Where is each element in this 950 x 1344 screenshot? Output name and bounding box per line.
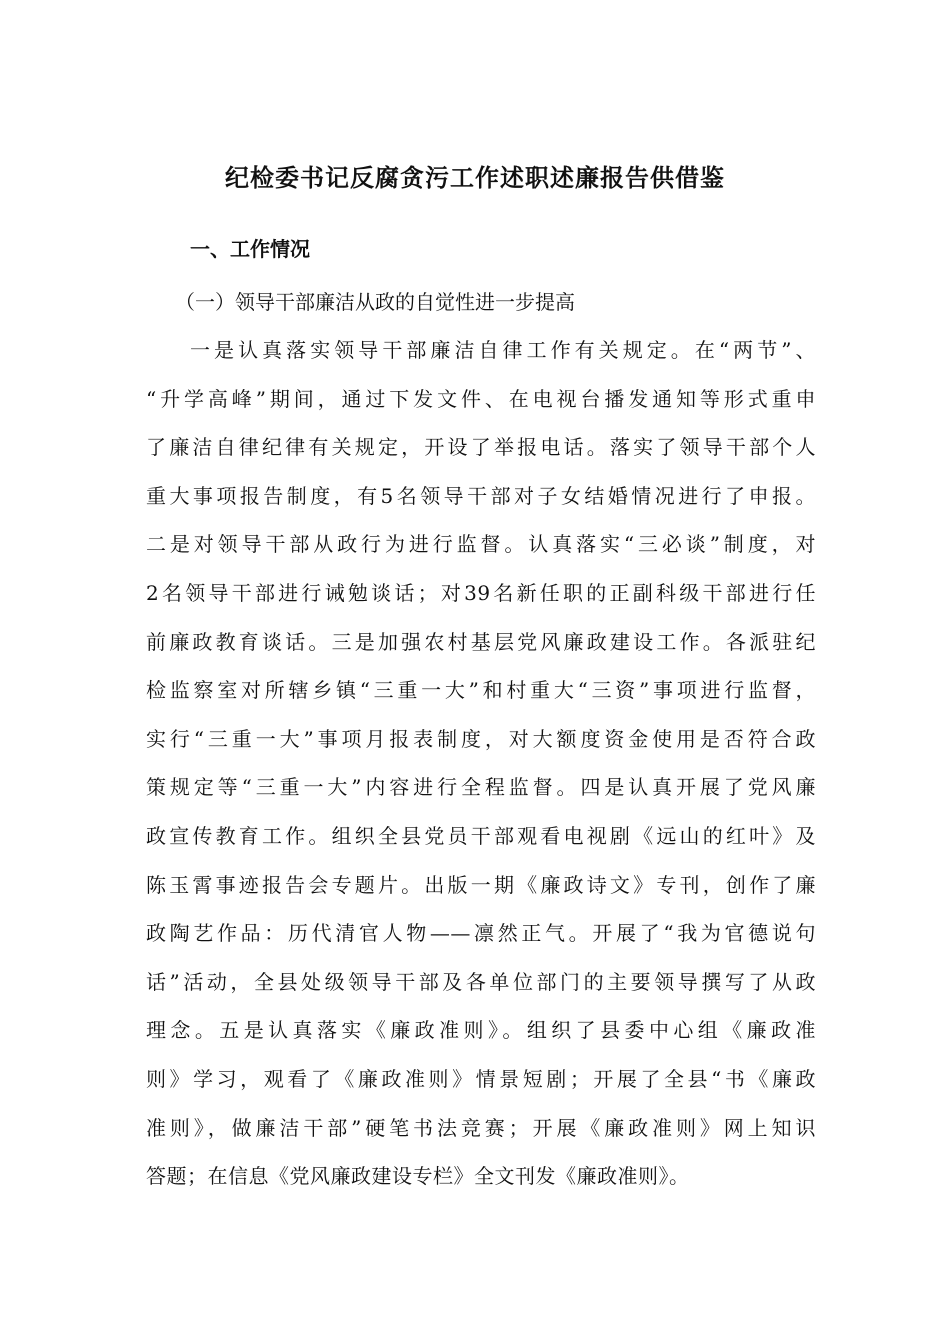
text-line: 理念。五是认真落实《廉政准则》。组织了县委中心组《廉政准 (146, 1018, 816, 1043)
text-line: 答题；在信息《党风廉政建设专栏》全文刊发《廉政准则》。 (146, 1164, 690, 1189)
text-line: 话”活动，全县处级领导干部及各单位部门的主要领导撰写了从政 (146, 969, 816, 994)
text-line: 2名领导干部进行诫勉谈话；对39名新任职的正副科级干部进行任 (146, 580, 816, 605)
document-title: 纪检委书记反腐贪污工作述职述廉报告供借鉴 (225, 163, 725, 192)
text-line: 重大事项报告制度，有5名领导干部对子女结婚情况进行了申报。 (146, 483, 816, 508)
text-line: 二是对领导干部从政行为进行监督。认真落实“三必谈”制度，对 (146, 532, 816, 557)
text-line: 实行“三重一大”事项月报表制度，对大额度资金使用是否符合政 (146, 726, 816, 751)
text-line: 政陶艺作品：历代清官人物——凛然正气。开展了“我为官德说句 (146, 921, 816, 946)
section-heading: 一、工作情况 (190, 237, 310, 261)
text-line: 一是认真落实领导干部廉洁自律工作有关规定。在“两节”、 (190, 338, 816, 362)
body-text (146, 338, 816, 1213)
text-line: “升学高峰”期间，通过下发文件、在电视台播发通知等形式重申 (146, 386, 816, 411)
text-line: 前廉政教育谈话。三是加强农村基层党风廉政建设工作。各派驻纪 (146, 629, 816, 654)
text-line: 准则》，做廉洁干部”硬笔书法竞赛；开展《廉政准则》网上知识 (146, 1115, 816, 1140)
text-line: 政宣传教育工作。组织全县党员干部观看电视剧《远山的红叶》及 (146, 823, 816, 848)
text-line: 检监察室对所辖乡镇“三重一大”和村重大“三资”事项进行监督， (146, 678, 816, 703)
text-line: 则》学习，观看了《廉政准则》情景短剧；开展了全县“书《廉政 (146, 1066, 816, 1091)
text-line: 了廉洁自律纪律有关规定，开设了举报电话。落实了领导干部个人 (146, 435, 816, 460)
subsection-heading: （一）领导干部廉洁从政的自觉性进一步提高 (175, 290, 575, 314)
text-line: 策规定等“三重一大”内容进行全程监督。四是认真开展了党风廉 (146, 775, 816, 800)
text-line: 陈玉霄事迹报告会专题片。出版一期《廉政诗文》专刊，创作了廉 (146, 872, 816, 897)
